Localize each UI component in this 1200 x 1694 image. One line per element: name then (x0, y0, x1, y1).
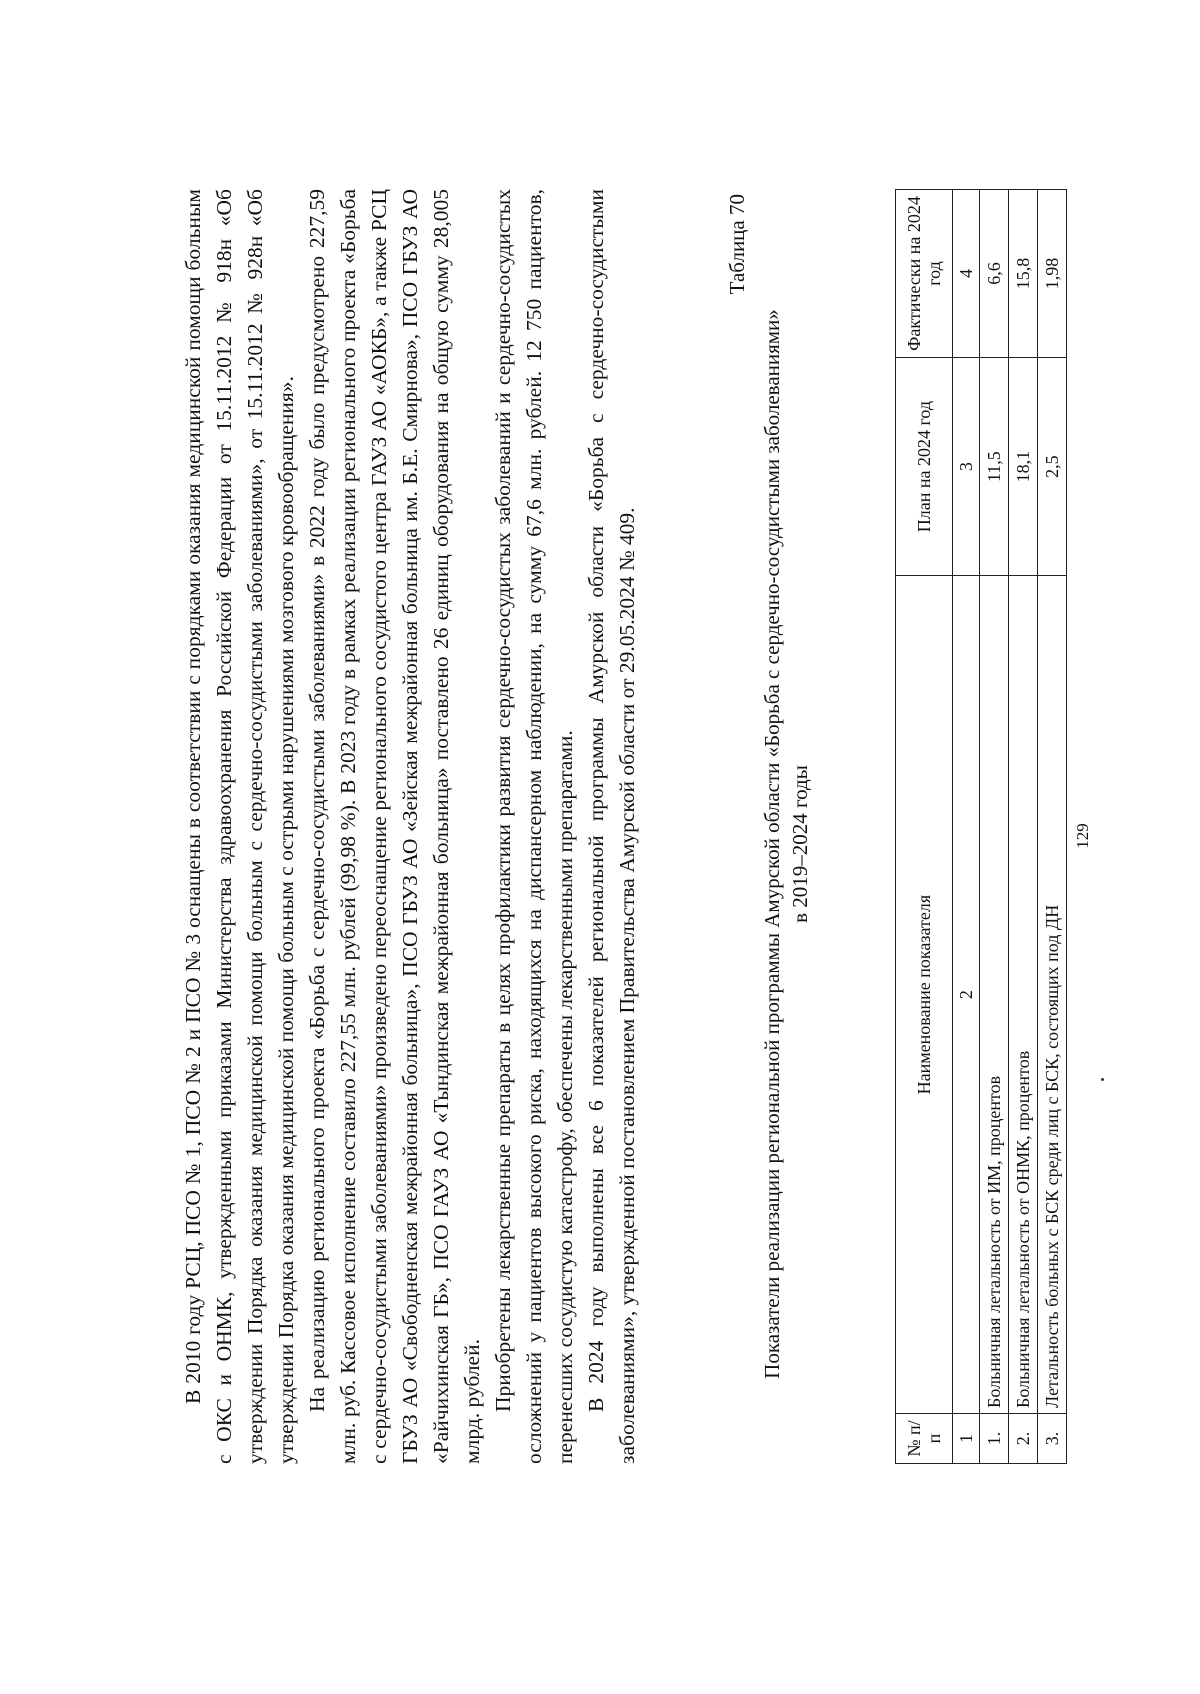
column-number: 2 (953, 576, 980, 1414)
table-caption (758, 194, 814, 1494)
body-text (178, 189, 643, 1464)
paragraph: Приобретены лекарственные препараты в целях профилактики развития сердечно-сосудистых заболеваний и сердечно-сосудистых осложнений у пациентов высокого риска, находящихся на диспансерном наблюдении, на сумму 67,6 млн. рублей. 12 750 пациентов, перенесших сосудистую катастрофу, обеспечены лекарственными препаратами. (491, 189, 577, 1464)
paragraph: На реализацию регионального проекта «Борьба с сердечно-сосудистыми заболеваниями» в 2022 году было предусмотрено 227,59 млн. руб. Кассовое исполнение составило 227,55 млн. рублей (99,98 %). В 2023 году в рамках реализации регионального проекта «Борьба с сердечно-сосудистыми заболеваниями» произведено переоснащение регионального сосудистого центра ГАУЗ АО «АОКБ», а также РСЦ ГБУЗ АО «Свободненская межрайонная больница», ПСО ГБУЗ АО «Зейская межрайонная больница им. Б.Е. Смирнова», ПСО ГБУЗ АО «Райчихинская ГБ», ПСО ГАУЗ АО «Тындинская межрайонная больница» поставлено 26 единиц оборудования на общую сумму 28,005 млрд. рублей. (305, 189, 484, 1464)
paragraph: В 2024 году выполнены все 6 показателей региональной программы Амурской области «Борьба с сердечно-сосудистыми заболеваниями», утвержденной постановлением Правительства Амурской области от 29.05.2024 № 409. (584, 189, 639, 1464)
table-row (1038, 190, 1067, 1464)
column-number: 1 (953, 1414, 980, 1464)
scan-speck (1101, 1078, 1104, 1081)
row-fact: 15,8 (1009, 190, 1038, 358)
row-plan: 11,5 (980, 358, 1009, 576)
header-plan: План на 2024 год (896, 358, 953, 576)
header-num: № п/п (896, 1414, 953, 1464)
table-label: Таблица 70 (725, 194, 749, 295)
table-row (1009, 190, 1038, 1464)
column-numbers-row (953, 190, 980, 1464)
header-fact: Фактически на 2024 год (896, 190, 953, 358)
paragraph: В 2010 году РСЦ, ПСО № 1, ПСО № 2 и ПСО № 3 оснащены в соответствии с порядками оказания медицинской помощи больным с ОКС и ОНМК, утвержденными приказами Министерства здравоохранения Российской Федерации от 15.11.2012 № 918н «Об утверждении Порядка оказания медицинской помощи больным с сердечно-сосудистыми заболеваниями», от 15.11.2012 № 928н «Об утверждении Порядка оказания медицинской помощи больным с острыми нарушениями мозгового кровообращения». (181, 189, 298, 1464)
header-name: Наименование показателя (896, 576, 953, 1414)
indicators-table (895, 189, 1067, 1464)
page-number: 129 (1073, 823, 1092, 849)
table-header-row (896, 190, 953, 1464)
table-row (980, 190, 1009, 1464)
row-plan: 18,1 (1009, 358, 1038, 576)
row-name: Летальность больных с БСК среди лиц с БСК, состоящих под ДН (1038, 576, 1067, 1414)
row-num: 3. (1038, 1414, 1067, 1464)
row-num: 2. (1009, 1414, 1038, 1464)
column-number: 4 (953, 190, 980, 358)
row-num: 1. (980, 1414, 1009, 1464)
row-name: Больничная летальность от ИМ, процентов (980, 576, 1009, 1414)
row-fact: 1,98 (1038, 190, 1067, 358)
row-fact: 6,6 (980, 190, 1009, 358)
caption-line: Показатели реализации региональной программы Амурской области «Борьба с сердечно-сосудистыми заболеваниями» (760, 309, 784, 1379)
caption-line: в 2019–2024 годы (788, 765, 812, 923)
row-plan: 2,5 (1038, 358, 1067, 576)
row-name: Больничная летальность от ОНМК, процентов (1009, 576, 1038, 1414)
column-number: 3 (953, 358, 980, 576)
